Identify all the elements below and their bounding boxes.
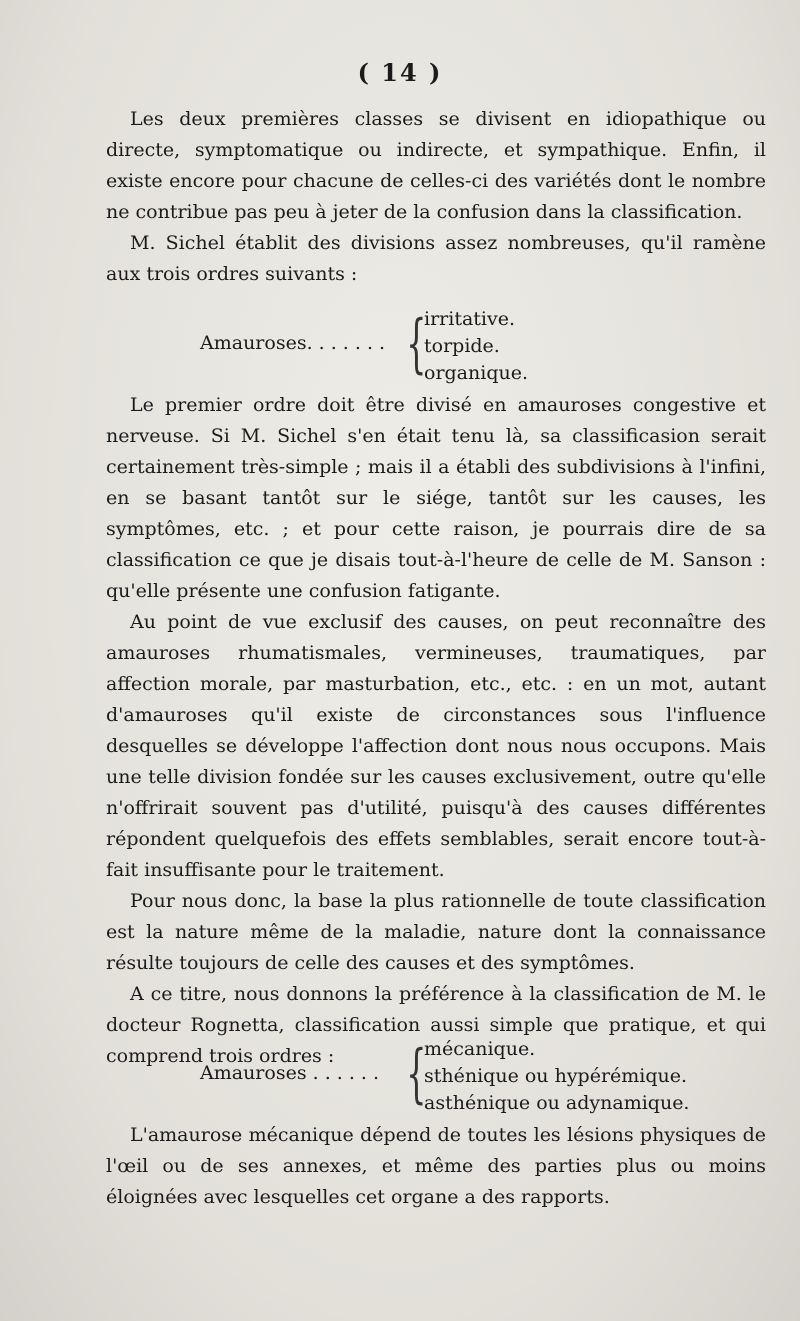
brace: {	[406, 307, 427, 381]
classification-items	[424, 306, 528, 387]
page-number: ( 14 )	[357, 58, 443, 87]
classification-item: asthénique ou adynamique.	[424, 1092, 690, 1114]
classification-items	[424, 1036, 689, 1117]
paragraph: Le premier ordre doit être divisé en amauroses congestive et nerveuse. Si M. Sichel s'en était tenu là, sa classificasion serait certainement très-simple ; mais il a établi des subdivisions à l'infini, en se basant tantôt sur le siége, tantôt sur les causes, les symptômes, etc. ; et pour cette raison, je pourrais dire de sa classification ce que je disais tout-à-l'heure de celle de M. Sanson : qu'elle présente une confusion fatigante.	[106, 394, 766, 602]
classification-label: Amauroses . . . . . .	[200, 1062, 380, 1084]
text-block-bottom	[106, 1120, 766, 1213]
classification-item: organique.	[424, 362, 529, 384]
brace: {	[406, 1037, 427, 1111]
classification-item: mécanique.	[424, 1038, 536, 1060]
text-block-middle	[106, 390, 766, 1072]
classification-rognetta	[106, 1036, 766, 1118]
classification-item: irritative.	[424, 308, 516, 330]
paragraph: Les deux premières classes se divisent en idiopathique ou directe, symptomatique ou indirecte, et sympathique. Enfin, il existe encore pour chacune de celles-ci des variétés dont le nombre ne contribue pas peu à jeter de la confusion dans la classification.	[106, 108, 766, 223]
paragraph: L'amaurose mécanique dépend de toutes les lésions physiques de l'œil ou de ses annexes, et même des parties plus ou moins éloignées avec lesquelles cet organe a des rapports.	[106, 1124, 766, 1208]
paragraph: Pour nous donc, la base la plus rationnelle de toute classification est la nature même de la maladie, nature dont la connaissance résulte toujours de celle des causes et des symptômes.	[106, 890, 766, 974]
text-block-top	[106, 104, 766, 290]
paragraph: M. Sichel établit des divisions assez nombreuses, qu'il ramène aux trois ordres suivants :	[106, 232, 766, 285]
paragraph: A ce titre, nous donnons la préférence à la classification de M. le docteur Rognetta, classification aussi simple que pratique, et qui comprend trois ordres :	[106, 983, 766, 1067]
classification-item: sthénique ou hypérémique.	[424, 1065, 688, 1087]
classification-item: torpide.	[424, 335, 500, 357]
paragraph: Au point de vue exclusif des causes, on peut reconnaître des amauroses rhumatismales, vermineuses, traumatiques, par affection morale, par masturbation, etc., etc. : en un mot, autant d'amauroses qu'il existe de circonstances sous l'influence desquelles se développe l'affection dont nous nous occupons. Mais une telle division fondée sur les causes exclusivement, outre qu'elle n'offrirait souvent pas d'utilité, puisqu'à des causes différentes répondent quelquefois des effets semblables, serait encore tout-à-fait insuffisante pour le traitement.	[106, 611, 766, 881]
classification-sichel	[106, 306, 766, 388]
classification-label: Amauroses. . . . . . .	[200, 332, 386, 354]
